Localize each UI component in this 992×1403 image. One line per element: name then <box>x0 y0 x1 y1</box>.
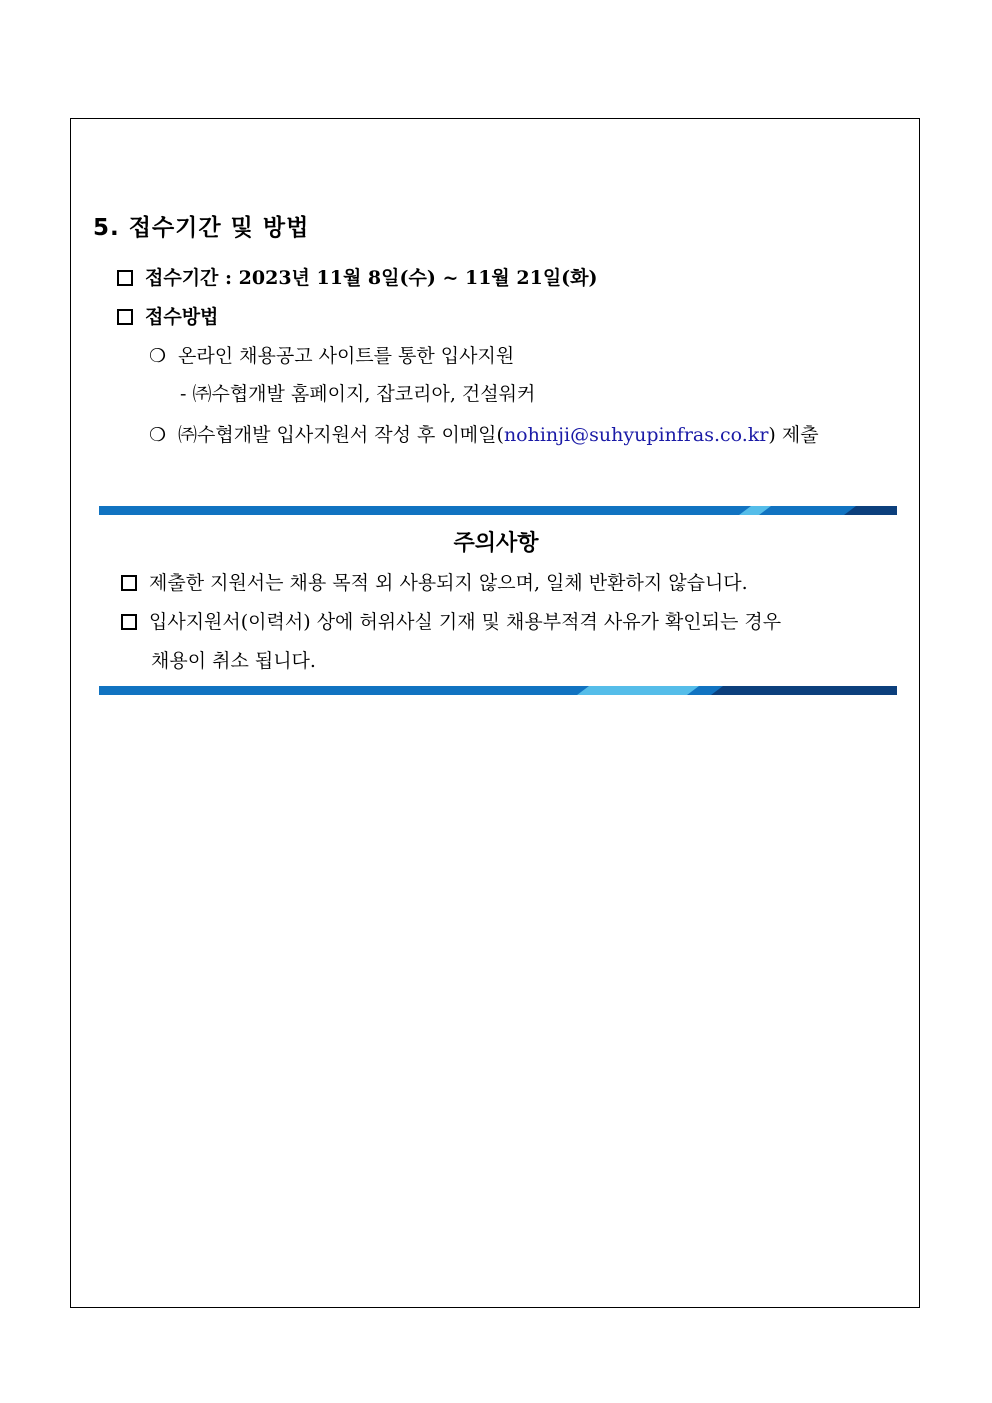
notice-item <box>121 609 781 635</box>
method-label: 접수방법 <box>145 306 219 328</box>
method-email-prefix: ㈜수협개발 입사지원서 작성 후 이메일( <box>178 424 504 446</box>
method-email-suffix: ) 제출 <box>768 424 819 446</box>
notice-item <box>121 570 748 596</box>
notice-bottom-bar <box>99 686 897 695</box>
method-item-text: 온라인 채용공고 사이트를 통한 입사지원 <box>178 345 515 367</box>
period-line <box>117 265 598 291</box>
circle-bullet-icon: ❍ <box>149 424 167 446</box>
notice-item-text: 제출한 지원서는 채용 목적 외 사용되지 않으며, 일체 반환하지 않습니다. <box>149 572 748 594</box>
email-address: nohinji@suhyupinfras.co.kr <box>503 424 769 446</box>
checkbox-icon <box>117 309 133 325</box>
checkbox-icon <box>121 575 137 591</box>
method-item-email <box>149 422 819 448</box>
circle-bullet-icon: ❍ <box>149 345 167 367</box>
checkbox-icon <box>117 270 133 286</box>
section-title: 5. 접수기간 및 방법 <box>93 215 310 241</box>
method-item-online <box>149 343 514 369</box>
notice-top-bar <box>99 506 897 515</box>
notice-item-continuation: 채용이 취소 됩니다. <box>151 650 316 672</box>
method-line <box>117 304 218 330</box>
notice-title: 주의사항 <box>453 531 539 556</box>
period-label: 접수기간 : 2023년 11월 8일(수) ~ 11월 21일(화) <box>145 267 598 289</box>
page-frame <box>70 118 920 1308</box>
method-item-sub: - ㈜수협개발 홈페이지, 잡코리아, 건설워커 <box>180 383 536 405</box>
checkbox-icon <box>121 614 137 630</box>
notice-item-text: 입사지원서(이력서) 상에 허위사실 기재 및 채용부적격 사유가 확인되는 경우 <box>149 611 782 633</box>
